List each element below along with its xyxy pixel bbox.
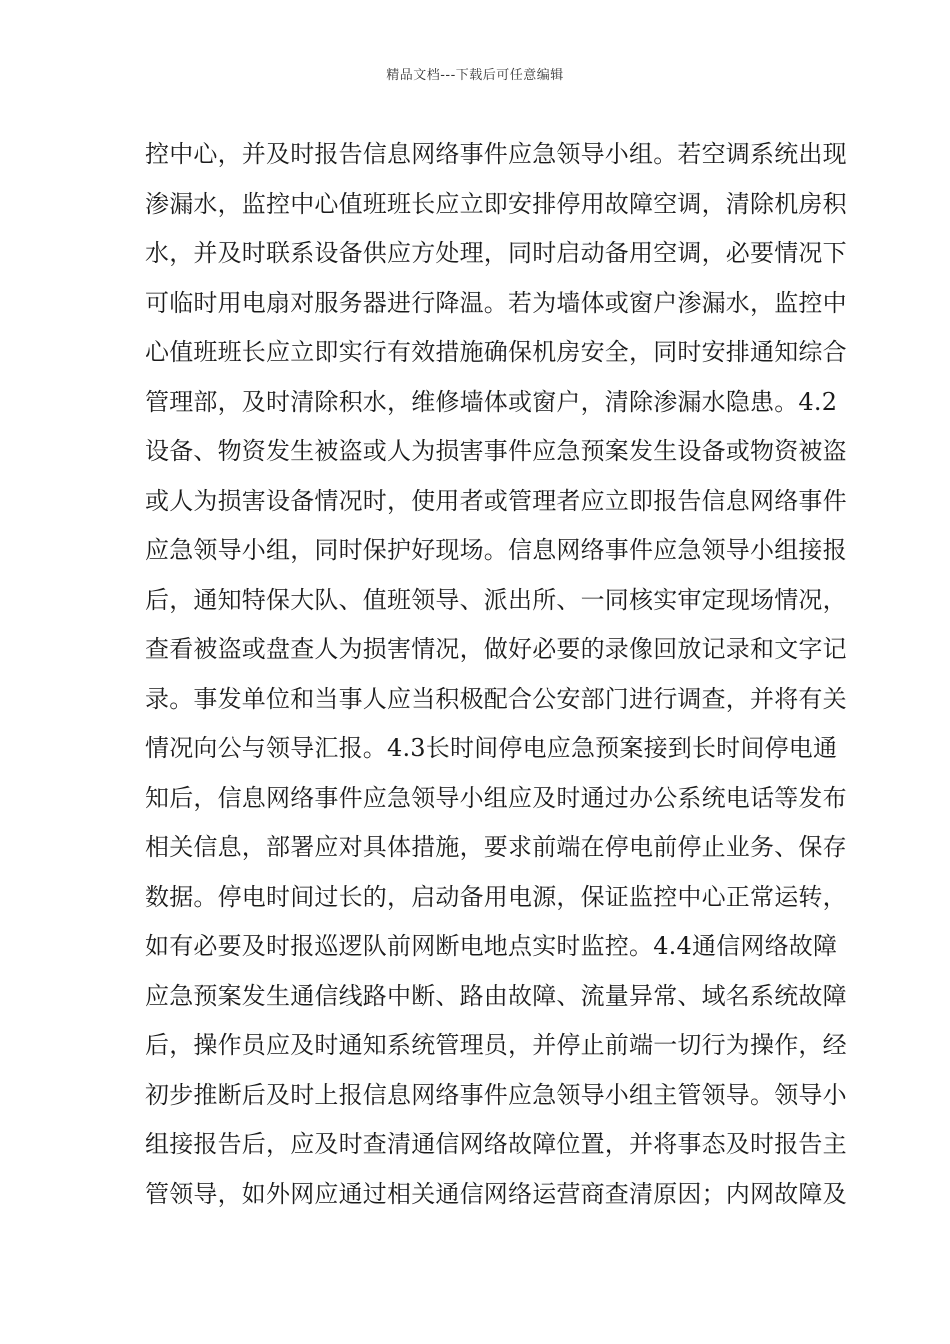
body-line: 录。事发单位和当事人应当积极配合公安部门进行调查，并将有关 (145, 684, 847, 713)
body-line: 设备、物资发生被盗或人为损害事件应急预案发生设备或物资被盗 (145, 437, 847, 465)
document-body (145, 130, 847, 1219)
body-line: 情况向公与领导汇报。4.3长时间停电应急预案接到长时间停电通 (145, 734, 838, 762)
body-line: 可临时用电扇对服务器进行降温。若为墙体或窗户渗漏水，监控中 (145, 288, 847, 317)
body-line: 管理部，及时清除积水，维修墙体或窗户，清除渗漏水隐患。4.2 (145, 387, 838, 416)
body-line: 水，并及时联系设备供应方处理，同时启动备用空调，必要情况下 (145, 239, 847, 267)
body-line: 管领导，如外网应通过相关通信网络运营商查清原因；内网故障及 (145, 1179, 847, 1208)
body-line: 控中心，并及时报告信息网络事件应急领导小组。若空调系统出现 (145, 140, 847, 168)
body-line: 后，通知特保大队、值班领导、派出所、一同核实审定现场情况， (145, 585, 847, 614)
body-line: 后，操作员应及时通知系统管理员，并停止前端一切行为操作，经 (145, 1031, 847, 1059)
body-line: 相关信息，部署应对具体措施，要求前端在停电前停止业务、保存 (145, 833, 847, 861)
body-line: 如有必要及时报巡逻队前网断电地点实时监控。4.4通信网络故障 (145, 932, 838, 960)
body-line: 或人为损害设备情况时，使用者或管理者应立即报告信息网络事件 (145, 486, 847, 515)
body-line: 查看被盗或盘查人为损害情况，做好必要的录像回放记录和文字记 (145, 635, 847, 663)
body-line: 渗漏水，监控中心值班班长应立即安排停用故障空调，清除机房积 (145, 189, 847, 218)
body-line: 心值班班长应立即实行有效措施确保机房安全，同时安排通知综合 (145, 338, 847, 366)
body-line: 应急预案发生通信线路中断、路由故障、流量异常、域名系统故障 (145, 981, 847, 1010)
body-line: 初步推断后及时上报信息网络事件应急领导小组主管领导。领导小 (145, 1080, 847, 1109)
page-header: 精品文档---下载后可任意编辑 (386, 68, 564, 83)
body-line: 组接报告后，应及时查清通信网络故障位置，并将事态及时报告主 (145, 1130, 847, 1158)
body-line: 知后，信息网络事件应急领导小组应及时通过办公系统电话等发布 (145, 783, 847, 812)
body-line: 应急领导小组，同时保护好现场。信息网络事件应急领导小组接报 (145, 536, 847, 564)
body-line: 数据。停电时间过长的，启动备用电源，保证监控中心正常运转， (145, 882, 847, 911)
